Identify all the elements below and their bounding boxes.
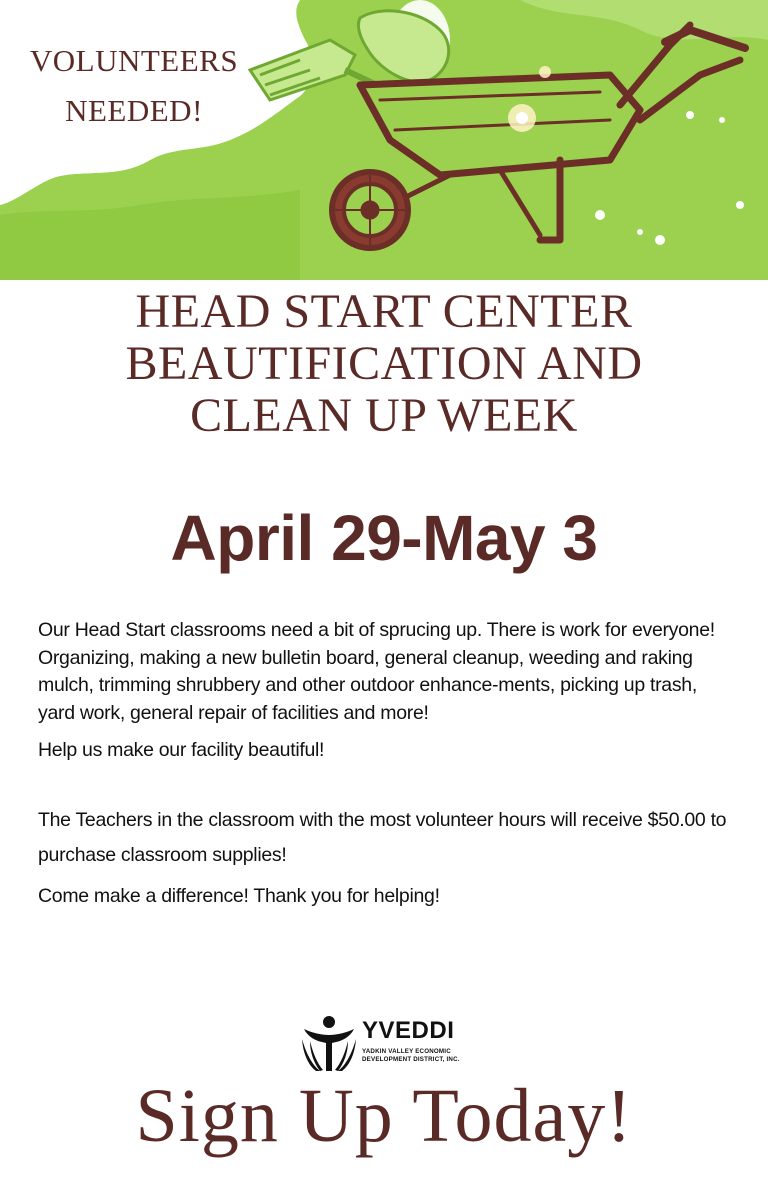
yveddi-logo-mark — [298, 1013, 360, 1075]
volunteers-line-1: VOLUNTEERS — [29, 43, 239, 78]
event-title — [0, 286, 768, 442]
logo-name: YVEDDI — [362, 1017, 455, 1044]
volunteers-needed-heading — [14, 36, 254, 136]
description-paragraph-3: Help us make our facility beautiful! — [38, 739, 325, 761]
description-paragraph-1: Our Head Start classrooms need a bit of sprucing up. There is work for everyone! — [38, 619, 715, 641]
logo-subtitle-line-2: DEVELOPMENT DISTRICT, INC. — [362, 1056, 460, 1063]
event-dates: April 29-May 3 — [170, 502, 598, 574]
event-title-line-3: CLEAN UP WEEK — [190, 389, 578, 442]
event-description — [38, 617, 738, 910]
yveddi-logo — [298, 1013, 498, 1075]
logo-subtitle-line-1: YADKIN VALLEY ECONOMIC — [362, 1048, 451, 1055]
hero-banner — [0, 0, 768, 280]
event-title-line-1: HEAD START CENTER — [135, 285, 633, 338]
sign-up-call-to-action: Sign Up Today! — [135, 1074, 633, 1158]
event-title-line-2: BEAUTIFICATION AND — [125, 337, 643, 390]
description-paragraph-4: The Teachers in the classroom with the most volunteer hours will receive $50.00 to purchase classroom supplies! — [38, 808, 727, 866]
description-paragraph-5: Come make a difference! Thank you for helping! — [38, 884, 440, 907]
logo-subtitle — [362, 1048, 502, 1064]
description-paragraph-2: Organizing, making a new bulletin board, general cleanup, weeding and raking mulch, trimming shrubbery and other outdoor enhance-ments, picking up trash, yard work, general repair of facilities and more! — [38, 646, 697, 724]
volunteers-line-2: NEEDED! — [65, 93, 203, 128]
